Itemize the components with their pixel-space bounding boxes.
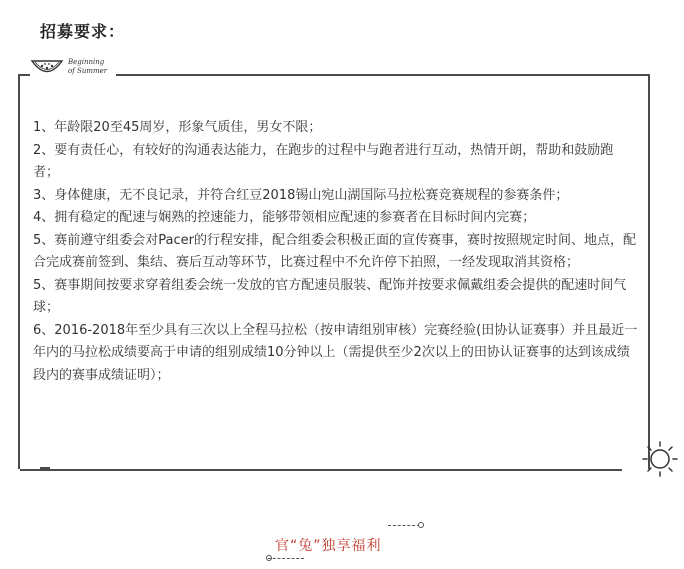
section-heading: 招募要求： [40,22,126,41]
exclusive-benefits-link[interactable]: 官“兔”独享福利 [275,538,382,554]
badge-text [68,58,107,76]
requirement-item: 5、赛前遵守组委会对Pacer的行程安排，配合组委会积极正面的宣传赛事，赛时按照规定时间、地点，配合完成赛前签到、集结、赛后互动等环节，比赛过程中不允许停下拍照，一经发现取消其资格； [33,232,636,270]
footer-dot-top [418,522,424,528]
footer-dots-bottom [268,558,304,559]
requirement-item: 2、要有责任心，有较好的沟通表达能力，在跑步的过程中与跑者进行互动，热情开朗，帮助和鼓励跑者； [33,142,614,180]
frame-top-line [116,74,648,76]
frame-bottom-line [20,469,622,471]
badge-line-2: of Summer [68,67,108,75]
requirement-item: 3、身体健康，无不良记录，并符合红豆2018锡山宛山湖国际马拉松赛竞赛规程的参赛条件； [33,187,569,203]
requirement-item: 1、年龄限20至45周岁，形象气质佳，男女不限； [33,120,322,135]
requirement-item: 6、2016-2018年至少具有三次以上全程马拉松（按申请组别审核）完赛经验(田协认证赛事）并且最近一年内的马拉松成绩要高于申请的组别成绩10分钟以上（需提供至少2次以上的田协认证赛事的达到该成绩段内的赛事成绩证明）； [33,322,638,383]
season-badge [30,56,110,86]
frame-bottom-dash [40,467,50,469]
requirement-item: 5、赛事期间按要求穿着组委会统一发放的官方配速员服装、配饰并按要求佩戴组委会提供的配速时间气球； [33,277,627,315]
frame-top-left-line [20,74,30,76]
sun-icon [641,440,679,478]
requirements-list [33,117,639,387]
footer-dots-top [388,525,420,526]
watermelon-icon [30,58,64,78]
requirement-item: 4、拥有稳定的配速与娴熟的控速能力，能够带领相应配速的参赛者在目标时间内完赛； [33,210,536,225]
badge-line-1: Beginning [68,58,105,66]
